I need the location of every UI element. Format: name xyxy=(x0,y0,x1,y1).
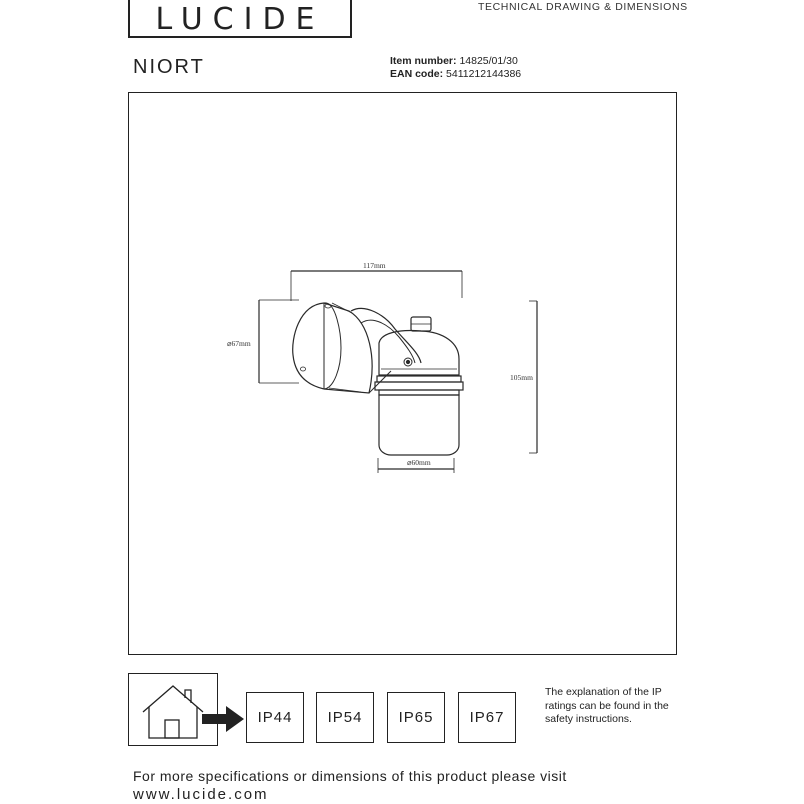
item-number-value: 14825/01/30 xyxy=(459,55,518,67)
brand-logo xyxy=(128,0,352,38)
width-dimension-label: 117mm xyxy=(363,261,386,270)
footer-website-link[interactable]: www.lucide.com xyxy=(133,786,269,803)
lamp-head-dome xyxy=(379,331,459,376)
arrow-right-icon xyxy=(200,704,246,734)
lamp-technical-drawing xyxy=(129,93,678,656)
ean-code-row xyxy=(390,68,521,80)
ip-rating-ip44: IP44 xyxy=(246,692,304,743)
swivel-bracket xyxy=(351,308,421,363)
item-number-label: Item number: xyxy=(390,55,457,67)
technical-drawing-frame xyxy=(128,92,677,655)
head-diameter-dimension-label: ⌀60mm xyxy=(407,458,431,467)
ip-rating-ip65: IP65 xyxy=(387,692,445,743)
product-name: NIORT xyxy=(133,56,205,78)
lamp-head-cylinder xyxy=(379,395,459,455)
item-number-row xyxy=(390,55,518,67)
footer-specs-text: For more specifications or dimensions of this product please visit xyxy=(133,768,567,784)
lamp-head-collar xyxy=(375,382,463,390)
document-heading: TECHNICAL DRAWING & DIMENSIONS xyxy=(478,1,688,13)
ean-code-value: 5411212144386 xyxy=(446,68,522,80)
ean-code-label: EAN code: xyxy=(390,68,444,80)
ip-rating-ip67: IP67 xyxy=(458,692,516,743)
wall-base-plate xyxy=(293,303,324,389)
base-diameter-dimension-label: ⌀67mm xyxy=(227,339,251,348)
mounting-cylinder xyxy=(324,303,372,393)
ip-explanation-note: The explanation of the IP ratings can be found in the safety instructions. xyxy=(545,686,669,725)
brand-logo-text: LUCIDE xyxy=(155,2,325,37)
ip-rating-ip54: IP54 xyxy=(316,692,374,743)
lamp-head-ring xyxy=(377,376,461,382)
height-dimension-label: 105mm xyxy=(510,373,533,382)
